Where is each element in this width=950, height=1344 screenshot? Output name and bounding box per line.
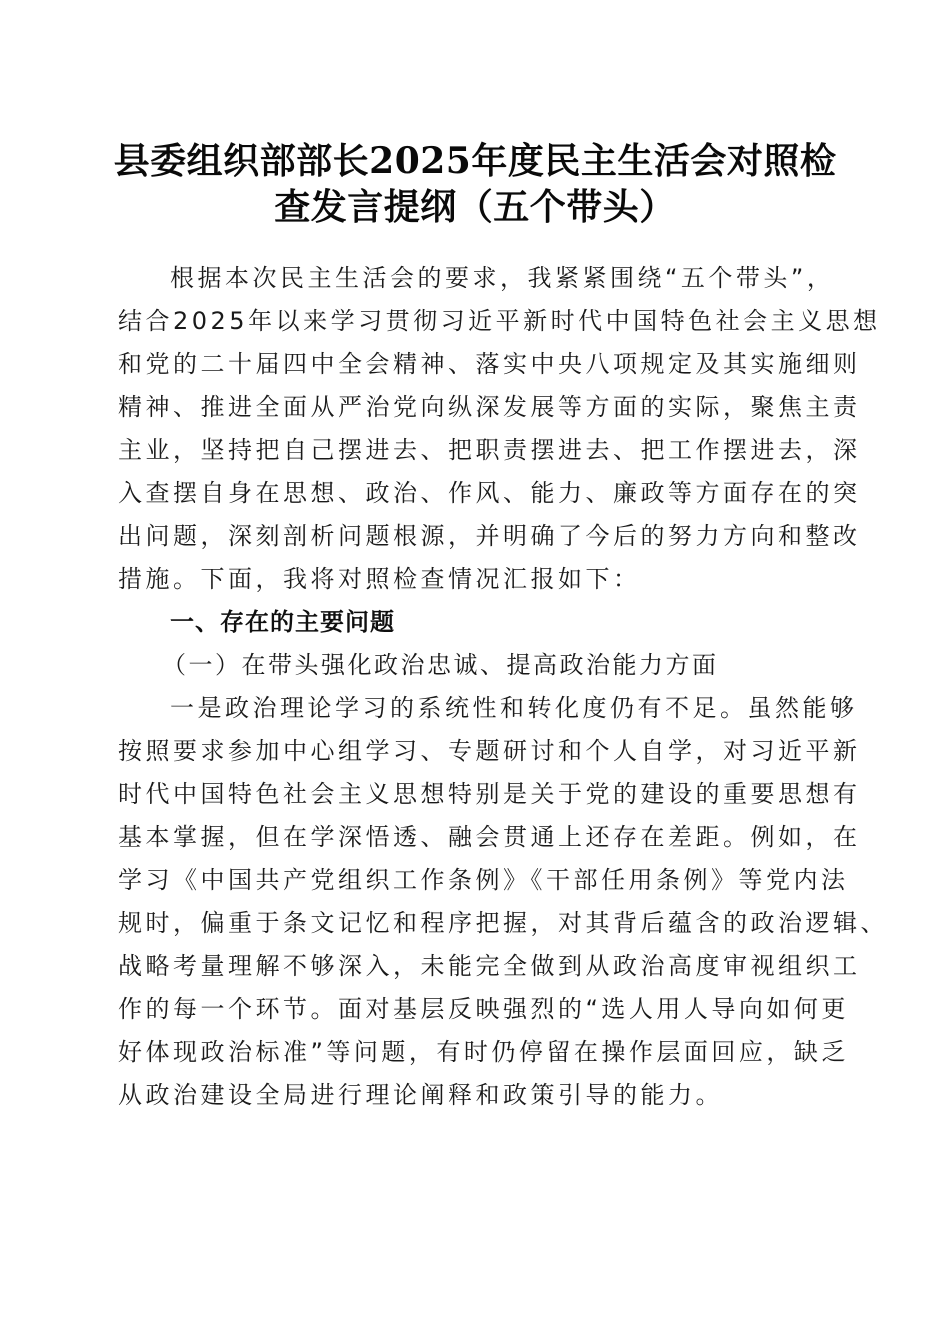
paragraph-line: 战略考量理解不够深入，未能完全做到从政治高度审视组织工 <box>118 952 861 980</box>
paragraph-line: 作的每一个环节。面对基层反映强烈的“选人用人导向如何更 <box>118 995 849 1023</box>
document-title <box>0 138 950 230</box>
paragraph-line: 主业，坚持把自己摆进去、把职责摆进去、把工作摆进去，深 <box>118 436 861 464</box>
paragraph-line: 学习《中国共产党组织工作条例》《干部任用条例》等党内法 <box>118 866 849 894</box>
paragraph-line: 精神、推进全面从严治党向纵深发展等方面的实际，聚焦主责 <box>118 393 861 421</box>
paragraph-line: 一是政治理论学习的系统性和转化度仍有不足。虽然能够 <box>170 694 858 722</box>
paragraph-line: 入查摆自身在思想、政治、作风、能力、廉政等方面存在的突 <box>118 479 861 507</box>
paragraph-line: 规时，偏重于条文记忆和程序把握，对其背后蕴含的政治逻辑、 <box>118 909 888 937</box>
intro-paragraph <box>118 257 881 601</box>
section-heading: 一、存在的主要问题 <box>170 608 395 636</box>
paragraph-line: 基本掌握，但在学深悟透、融会贯通上还存在差距。例如，在 <box>118 823 861 851</box>
paragraph-line: 好体现政治标准”等问题，有时仍停留在操作层面回应，缺乏 <box>118 1038 849 1066</box>
title-line: 查发言提纲（五个带头） <box>274 186 676 228</box>
paragraph-line: 根据本次民主生活会的要求，我紧紧围绕“五个带头”， <box>170 264 835 292</box>
paragraph-line: 时代中国特色社会主义思想特别是关于党的建设的重要思想有 <box>118 780 861 808</box>
paragraph-line: 按照要求参加中心组学习、专题研讨和个人自学，对习近平新 <box>118 737 861 765</box>
paragraph-line: 出问题，深刻剖析问题根源，并明确了今后的努力方向和整改 <box>118 522 861 550</box>
paragraph-line: 和党的二十届四中全会精神、落实中央八项规定及其实施细则 <box>118 350 861 378</box>
title-line: 县委组织部部长2025年度民主生活会对照检 <box>113 140 837 182</box>
paragraph-line: 措施。下面，我将对照检查情况汇报如下： <box>118 565 641 593</box>
document-body <box>118 257 888 1117</box>
paragraph-line: 从政治建设全局进行理论阐释和政策引导的能力。 <box>118 1081 723 1109</box>
subsection-heading: （一）在带头强化政治忠诚、提高政治能力方面 <box>162 651 719 679</box>
paragraph-line: 结合2025年以来学习贯彻习近平新时代中国特色社会主义思想 <box>118 307 881 335</box>
point-paragraph <box>118 687 888 1117</box>
